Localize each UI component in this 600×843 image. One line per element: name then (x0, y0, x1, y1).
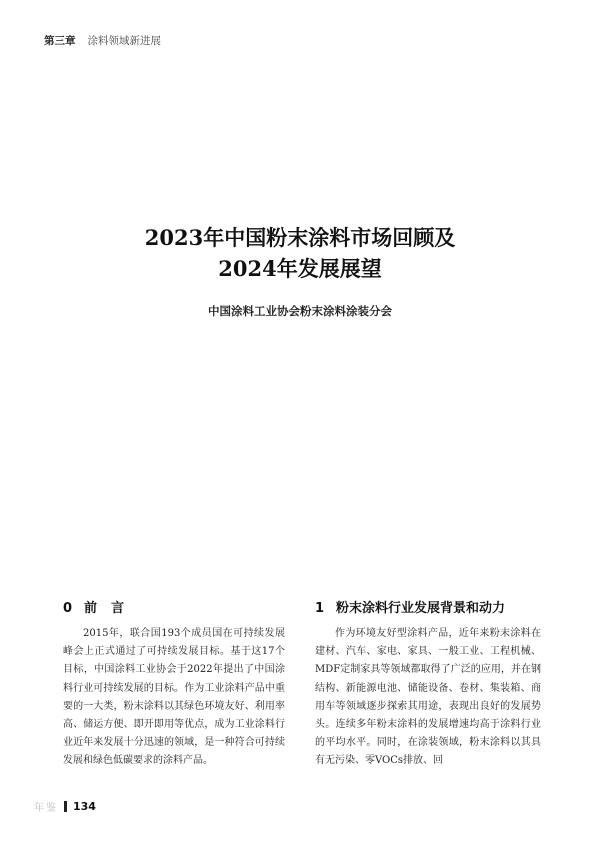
page-footer (34, 799, 96, 814)
chapter-label: 第三章 (44, 35, 76, 47)
article-title (0, 222, 600, 284)
section-number: 1 (315, 601, 325, 616)
left-column (63, 600, 285, 771)
section-heading-text: 前言 (84, 601, 139, 616)
section-number: 0 (63, 601, 73, 616)
background-heading (315, 600, 541, 618)
section-heading-text: 粉末涂料行业发展背景和动力 (336, 601, 506, 616)
right-column (315, 600, 541, 771)
publication-mark: 年鉴 (34, 803, 58, 814)
article-author: 中国涂料工业协会粉末涂料涂装分会 (208, 304, 392, 318)
footer-divider-bar (64, 801, 67, 812)
title-line-1: 2023年中国粉末涂料市场回顾及 (144, 225, 456, 250)
background-body: 作为环境友好型涂料产品，近年来粉末涂料在建材、汽车、家电、家具、一般工业、工程机械、MDF定制家具等领域都取得了广泛的应用，并在钢结构、新能源电池、储能设备、卷材、集装箱、商用车等领域逐步探索其用途，表现出良好的发展势头。连续多年粉末涂料的发展增速均高于涂料行业的平均水平。同时，在涂装领域，粉末涂料以其具有无污染、零VOCs排放、回 (315, 628, 541, 767)
page-number: 134 (73, 800, 96, 813)
preface-heading (63, 600, 285, 618)
section-label: 涂料领域新进展 (87, 35, 161, 47)
running-header (44, 33, 161, 48)
preface-body: 2015年，联合国193个成员国在可持续发展峰会上正式通过了可持续发展目标。基于这17个目标，中国涂料工业协会于2022年提出了中国涂料行业可持续发展的目标。作为工业涂料产品中重要的一大类，粉末涂料以其绿色环境友好、利用率高、储运方便、即开即用等优点，成为工业涂料行业近年来发展十分迅速的领域，是一种符合可持续发展和绿色低碳要求的涂料产品。 (63, 628, 285, 767)
title-line-2: 2024年发展展望 (218, 256, 382, 281)
